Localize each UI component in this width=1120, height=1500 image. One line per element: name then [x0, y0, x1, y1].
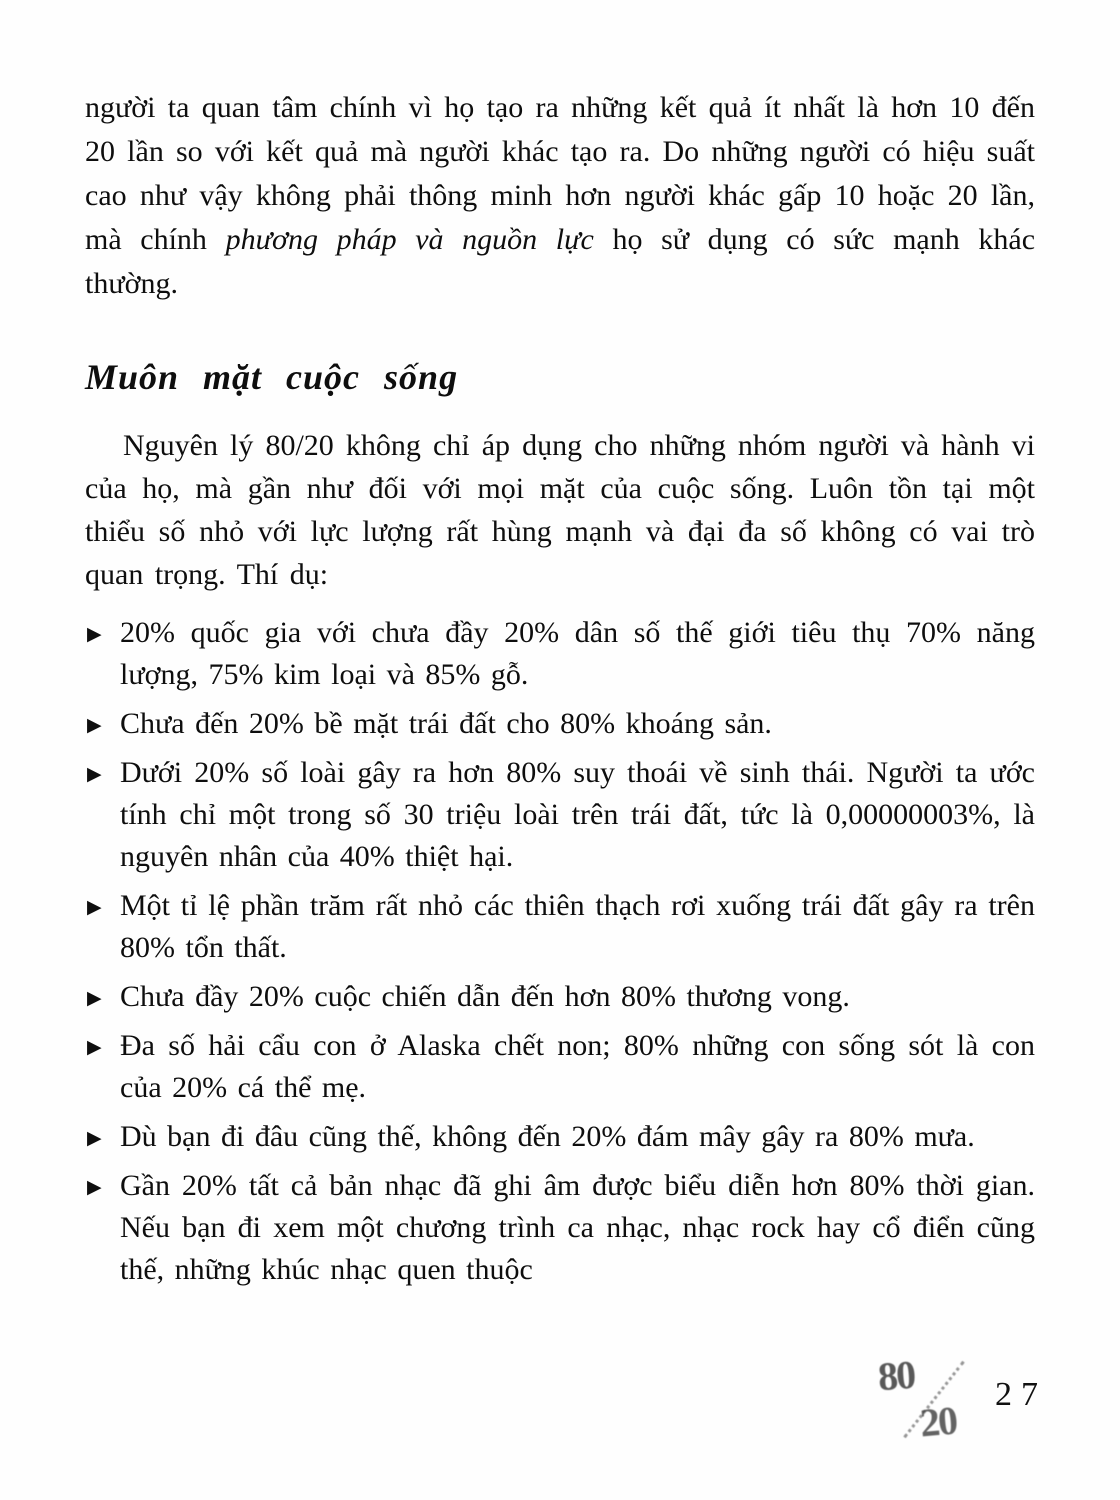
fact-text: Gần 20% tất cả bản nhạc đã ghi âm được biểu diễn hơn 80% thời gian. Nếu bạn đi xem một chương trình ca nhạc, nhạc rock hay cổ điển cũng thế, những khúc nhạc quen thuộc — [120, 1169, 1035, 1286]
fact-text: Đa số hải cẩu con ở Alaska chết non; 80% những con sống sót là con của 20% cá thể mẹ. — [120, 1029, 1035, 1104]
page-content — [85, 86, 1035, 1298]
bullet-triangle-icon: ▶ — [87, 623, 102, 645]
bullet-triangle-icon: ▶ — [87, 1176, 102, 1198]
fact-item — [85, 703, 1035, 745]
bullet-triangle-icon: ▶ — [87, 1036, 102, 1058]
principle-paragraph: Nguyên lý 80/20 không chỉ áp dụng cho những nhóm người và hành vi của họ, mà gần như đối với mọi mặt của cuộc sống. Luôn tồn tại một thiểu số nhỏ với lực lượng rất hùng mạnh và đại đa số không có vai trò quan trọng. Thí dụ: — [85, 429, 1035, 591]
bullet-triangle-icon: ▶ — [87, 987, 102, 1009]
intro-text-italic: phương pháp và nguồn lực — [225, 223, 594, 256]
bullet-triangle-icon: ▶ — [87, 763, 102, 785]
fact-item — [85, 885, 1035, 969]
section-heading: Muôn mặt cuộc sống — [85, 357, 459, 397]
logo-20-text: 20 — [918, 1397, 958, 1446]
bullet-triangle-icon: ▶ — [87, 896, 102, 918]
fact-text: Dưới 20% số loài gây ra hơn 80% suy thoái về sinh thái. Người ta ước tính chỉ một trong số 30 triệu loài trên trái đất, tức là 0,00000003%, là nguyên nhân của 40% thiệt hại. — [120, 756, 1035, 873]
fact-text: 20% quốc gia với chưa đầy 20% dân số thế giới tiêu thụ 70% năng lượng, 75% kim loại và 85% gỗ. — [120, 616, 1035, 691]
intro-paragraph — [85, 86, 1035, 306]
fact-text: Dù bạn đi đâu cũng thế, không đến 20% đám mây gây ra 80% mưa. — [120, 1120, 975, 1153]
fact-item — [85, 752, 1035, 878]
fact-item — [85, 976, 1035, 1018]
brand-8020-logo — [878, 1350, 993, 1450]
logo-80-text: 80 — [876, 1351, 916, 1400]
bullet-triangle-icon: ▶ — [87, 714, 102, 736]
fact-item — [85, 1116, 1035, 1158]
bullet-triangle-icon: ▶ — [87, 1127, 102, 1149]
fact-item — [85, 1025, 1035, 1109]
fact-item — [85, 612, 1035, 696]
fact-text: Chưa đến 20% bề mặt trái đất cho 80% khoáng sản. — [120, 707, 772, 740]
fact-item — [85, 1165, 1035, 1291]
page-number: 27 — [995, 1376, 1047, 1413]
intro-text-post: họ sử dụng có sức mạnh khác thường. — [85, 223, 1036, 300]
fact-text: Chưa đầy 20% cuộc chiến dẫn đến hơn 80% thương vong. — [120, 980, 850, 1013]
fact-text: Một tỉ lệ phần trăm rất nhỏ các thiên thạch rơi xuống trái đất gây ra trên 80% tổn thất. — [120, 889, 1035, 964]
intro-text-pre: người ta quan tâm chính vì họ tạo ra những kết quả ít nhất là hơn 10 đến 20 lần so với kết quả mà người khác tạo ra. Do những người có hiệu suất cao như vậy không phải thông minh hơn người khác gấp 10 hoặc 20 lần, mà chính — [85, 91, 1035, 256]
facts-list — [85, 612, 1035, 1291]
